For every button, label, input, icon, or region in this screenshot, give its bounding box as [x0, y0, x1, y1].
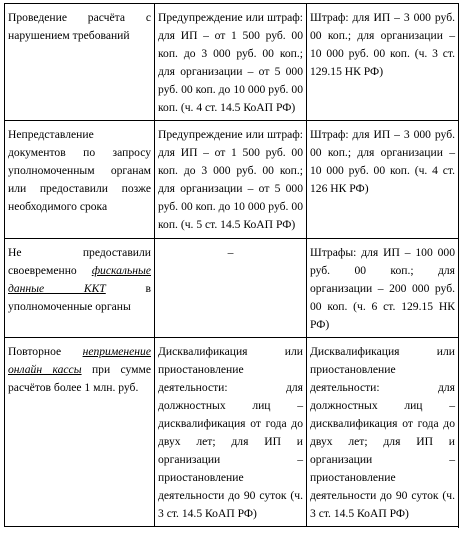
violation-emphasis: фискальные данные ККТ [8, 263, 151, 295]
koap-penalty-cell: Дисквалификация или приостановление деятельности: для должностных лиц – дисквалификация от года до двух лет; для ИП и организации – приостановление деятельности до 90 суток (ч. 3 ст. 14.5 КоАП РФ) [155, 338, 307, 527]
violation-cell [5, 238, 155, 338]
violation-text: при сумме расчётов более 1 млн. руб. [8, 363, 151, 395]
violation-cell: Проведение расчёта с нарушением требований [5, 4, 155, 121]
table-row [5, 121, 459, 238]
koap-penalty-cell: Предупреждение или штраф: для ИП – от 1 500 руб. 00 коп. до 3 000 руб. 00 коп.; для организации – от 5 000 руб. 00 коп. до 10 000 руб. 00 коп. (ч. 5 ст. 14.5 КоАП РФ) [155, 121, 307, 238]
violation-cell: Непредставление документов по запросу уполномоченным органам или предоставили позже необходимого срока [5, 121, 155, 238]
nk-penalty-cell: Дисквалификация или приостановление деятельности: для должностных лиц – дисквалификация от года до двух лет; для ИП и организации – приостановление деятельности до 90 суток (ч. 3 ст. 14.5 КоАП РФ) [307, 338, 459, 527]
violation-text: в уполномоченные органы [8, 281, 151, 313]
nk-penalty-cell: Штрафы: для ИП – 100 000 руб. 00 коп.; для организации – 200 000 руб. 00 коп. (ч. 6 ст. 129.15 НК РФ) [307, 238, 459, 338]
koap-penalty-cell: – [155, 238, 307, 338]
violation-emphasis: неприменение онлайн кассы [8, 345, 151, 377]
nk-penalty-cell: Штраф: для ИП – 3 000 руб. 00 коп.; для организации – 10 000 руб. 00 коп. (ч. 4 ст. 126 НК РФ) [307, 121, 459, 238]
violation-text: Повторное [8, 345, 83, 359]
penalties-table [4, 3, 459, 527]
violation-text: Не предоставили своевременно [8, 245, 151, 277]
violation-cell [5, 338, 155, 527]
table-row [5, 238, 459, 338]
nk-penalty-cell: Штраф: для ИП – 3 000 руб. 00 коп.; для организации – 10 000 руб. 00 коп. (ч. 3 ст. 129.15 НК РФ) [307, 4, 459, 121]
table-row [5, 4, 459, 121]
page-edge-mark [458, 521, 459, 528]
table-row [5, 338, 459, 527]
koap-penalty-cell: Предупреждение или штраф: для ИП – от 1 500 руб. 00 коп. до 3 000 руб. 00 коп.; для организации – от 5 000 руб. 00 коп. до 10 000 руб. 00 коп. (ч. 4 ст. 14.5 КоАП РФ) [155, 4, 307, 121]
